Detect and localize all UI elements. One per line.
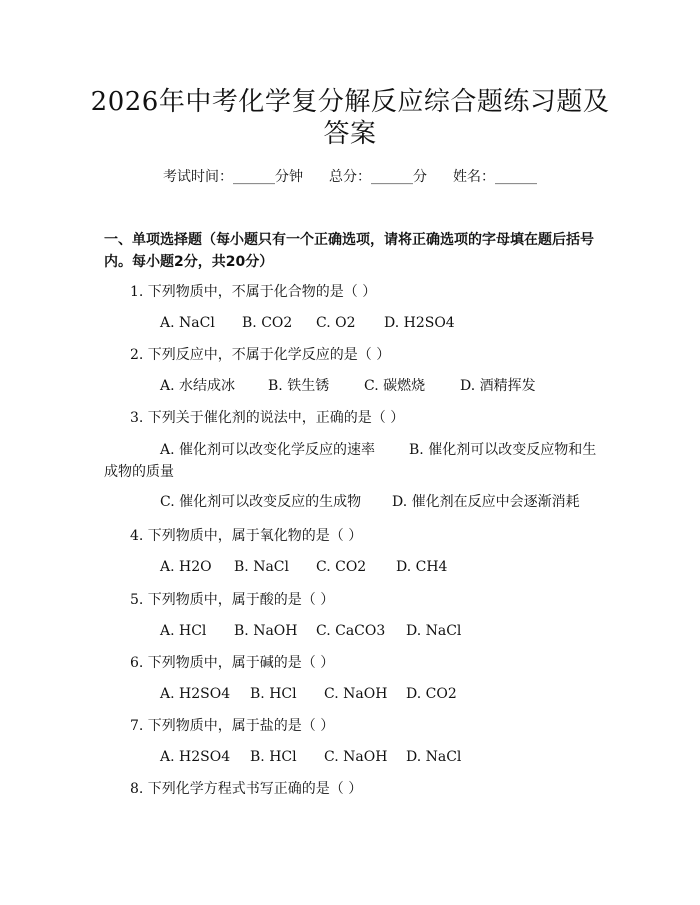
option-d: D. 酒精挥发 <box>460 378 536 394</box>
question-2-options <box>160 376 536 396</box>
option-c: C. NaOH <box>324 749 388 765</box>
total-score-field: 总分：______分 <box>329 169 427 185</box>
question-6-stem: 6. 下列物质中，属于碱的是（ ） <box>130 655 335 671</box>
option-b: B. 催化剂可以改变反应物和生成物的质量 <box>104 442 597 480</box>
option-a: A. H2SO4 <box>160 686 231 702</box>
option-c: C. 碳燃烧 <box>364 378 426 394</box>
option-a: A. H2O <box>160 559 212 575</box>
question-4-stem: 4. 下列物质中，属于氧化物的是（ ） <box>130 528 363 544</box>
question-3-stem: 3. 下列关于催化剂的说法中，正确的是（ ） <box>130 410 405 426</box>
option-b: B. HCl <box>250 686 297 702</box>
exam-time-field: 考试时间：______分钟 <box>163 169 303 185</box>
name-field: 姓名：______ <box>453 169 537 185</box>
option-d: D. NaCl <box>406 749 462 765</box>
option-b: B. NaCl <box>234 559 289 575</box>
question-6-options <box>160 684 457 704</box>
option-a: A. H2SO4 <box>160 749 231 765</box>
question-5-stem: 5. 下列物质中，属于酸的是（ ） <box>130 592 335 608</box>
section-heading: 一、单项选择题（每小题只有一个正确选项，请将正确选项的字母填在题后括号内。每小题2分，共20分） <box>104 232 594 270</box>
option-c: C. CaCO3 <box>316 623 386 639</box>
exam-info <box>0 167 700 187</box>
option-b: B. CO2 <box>242 315 293 331</box>
question-3-options-row-2 <box>160 492 580 512</box>
option-c: C. NaOH <box>324 686 388 702</box>
option-d: D. NaCl <box>406 623 462 639</box>
question-2-stem: 2. 下列反应中，不属于化学反应的是（ ） <box>130 347 391 363</box>
question-1-stem: 1. 下列物质中，不属于化合物的是（ ） <box>130 284 377 300</box>
question-5-options <box>160 621 461 641</box>
document-title: 2026年中考化学复分解反应综合题练习题及答案 <box>90 87 610 149</box>
option-a: A. HCl <box>160 623 207 639</box>
option-d: D. CH4 <box>396 559 448 575</box>
option-a: A. 水结成冰 <box>160 378 236 394</box>
option-d: D. CO2 <box>406 686 457 702</box>
question-8-stem: 8. 下列化学方程式书写正确的是（ ） <box>130 781 363 797</box>
option-b: B. HCl <box>250 749 297 765</box>
option-c: C. 催化剂可以改变反应的生成物 <box>160 494 362 510</box>
option-d: D. H2SO4 <box>384 315 455 331</box>
option-b: B. 铁生锈 <box>268 378 330 394</box>
question-7-stem: 7. 下列物质中，属于盐的是（ ） <box>130 718 335 734</box>
question-1-options <box>160 313 455 333</box>
option-a: A. 催化剂可以改变化学反应的速率 <box>160 442 376 458</box>
option-c: C. O2 <box>316 315 356 331</box>
option-d: D. 催化剂在反应中会逐渐消耗 <box>392 494 580 510</box>
option-c: C. CO2 <box>316 559 367 575</box>
question-4-options <box>160 557 447 577</box>
question-3-options-row-1 <box>104 439 600 483</box>
question-7-options <box>160 747 461 767</box>
option-b: B. NaOH <box>234 623 298 639</box>
option-a: A. NaCl <box>160 315 215 331</box>
